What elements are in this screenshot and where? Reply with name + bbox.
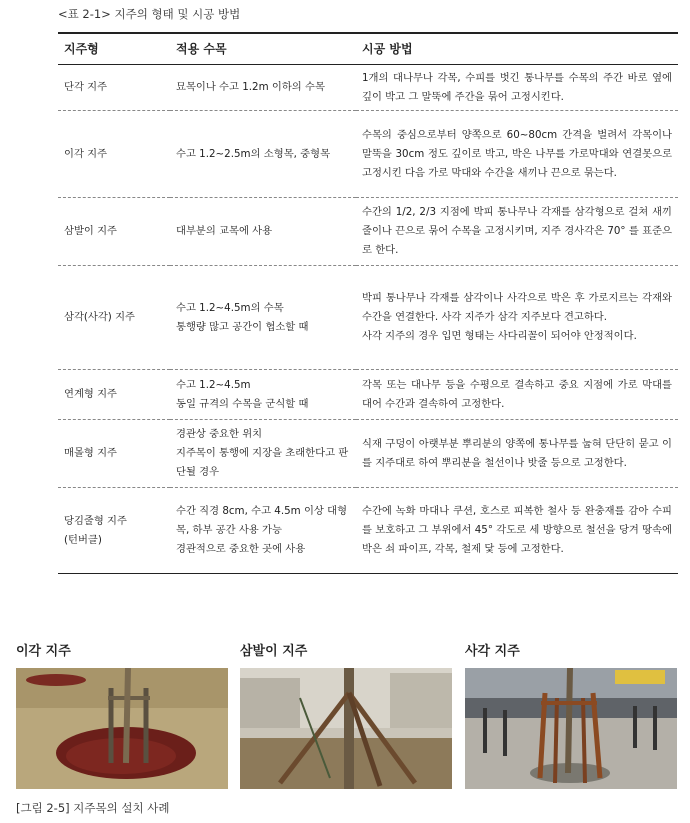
cell-trees: 수간 직경 8cm, 수고 4.5m 이상 대형목, 하부 공간 사용 가능 경관적으로 중요한 곳에 사용 <box>170 488 356 574</box>
table-row <box>58 111 678 198</box>
photo-tripod-support <box>240 668 452 789</box>
table-row <box>58 266 678 370</box>
cell-type: 단각 지주 <box>58 65 170 111</box>
photo-title-square: 사각 지주 <box>465 644 520 659</box>
cell-trees: 수고 1.2~4.5m 동일 규격의 수목을 군식할 때 <box>170 370 356 420</box>
photo-title-tripod: 삼발이 지주 <box>240 644 308 659</box>
cell-method: 수간에 녹화 마대나 쿠션, 호스로 피복한 철사 등 완충재를 감아 수피를 보호하고 그 부위에서 45° 각도로 세 방향으로 철선을 당겨 땅속에 박은 쇠 파이프, 각목, 철제 닻 등에 고정한다. <box>356 488 678 574</box>
table-row <box>58 370 678 420</box>
cell-method: 식재 구덩이 아랫부분 뿌리분의 양쪽에 통나무를 눕혀 단단히 묻고 이를 지주대로 하여 뿌리분을 철선이나 밧줄 등으로 고정한다. <box>356 420 678 488</box>
photo-title-two-leg: 이각 지주 <box>16 644 71 659</box>
cell-method: 각목 또는 대나무 등을 수평으로 결속하고 중요 지점에 가로 막대를 대어 수간과 결속하여 고정한다. <box>356 370 678 420</box>
cell-trees: 경관상 중요한 위치 지주목이 통행에 지장을 초래한다고 판단될 경우 <box>170 420 356 488</box>
cell-type: 이각 지주 <box>58 111 170 198</box>
figure-caption: [그림 2-5] 지주목의 설치 사례 <box>16 801 170 815</box>
header-trees: 적용 수목 <box>170 33 356 65</box>
table-row <box>58 488 678 574</box>
header-type: 지주형 <box>58 33 170 65</box>
cell-type: 매몰형 지주 <box>58 420 170 488</box>
cell-method: 박피 통나무나 각재를 삼각이나 사각으로 박은 후 가로지르는 각재와 수간을 연결한다. 사각 지주가 삼각 지주보다 견고하다. 사각 지주의 경우 입면 형태는 사다리꼴이 되어야 안정적이다. <box>356 266 678 370</box>
cell-method: 1개의 대나무나 각목, 수피를 벗긴 통나무를 수목의 주간 바로 옆에 깊이 박고 그 말뚝에 주간을 묶어 고정시킨다. <box>356 65 678 111</box>
cell-trees: 대부분의 교목에 사용 <box>170 198 356 266</box>
photo-square-support <box>465 668 677 789</box>
cell-method: 수목의 중심으로부터 양쪽으로 60~80cm 간격을 벌려서 각목이나 말뚝을 30cm 정도 깊이로 박고, 박은 나무를 가로막대와 연결못으로 고정시킨 다음 가로 막대와 수간을 새끼나 끈으로 묶는다. <box>356 111 678 198</box>
cell-method: 수간의 1/2, 2/3 지점에 박피 통나무나 각재를 삼각형으로 걸쳐 새끼줄이나 끈으로 묶어 수목을 고정시키며, 지주 경사각은 70° 를 표준으로 한다. <box>356 198 678 266</box>
table-row <box>58 198 678 266</box>
cell-trees: 수고 1.2~4.5m의 수목 통행량 많고 공간이 협소할 때 <box>170 266 356 370</box>
support-table <box>58 32 678 574</box>
table-caption: <표 2-1> 지주의 형태 및 시공 방법 <box>58 7 241 21</box>
table-row <box>58 65 678 111</box>
cell-trees: 수고 1.2~2.5m의 소형목, 중형목 <box>170 111 356 198</box>
photo-two-leg-support <box>16 668 228 789</box>
header-method: 시공 방법 <box>356 33 678 65</box>
cell-type: 삼각(사각) 지주 <box>58 266 170 370</box>
table-row <box>58 420 678 488</box>
table-header-row <box>58 33 678 65</box>
cell-type: 연계형 지주 <box>58 370 170 420</box>
cell-trees: 묘목이나 수고 1.2m 이하의 수목 <box>170 65 356 111</box>
cell-type: 당김줄형 지주 (턴버클) <box>58 488 170 574</box>
cell-type: 삼발이 지주 <box>58 198 170 266</box>
